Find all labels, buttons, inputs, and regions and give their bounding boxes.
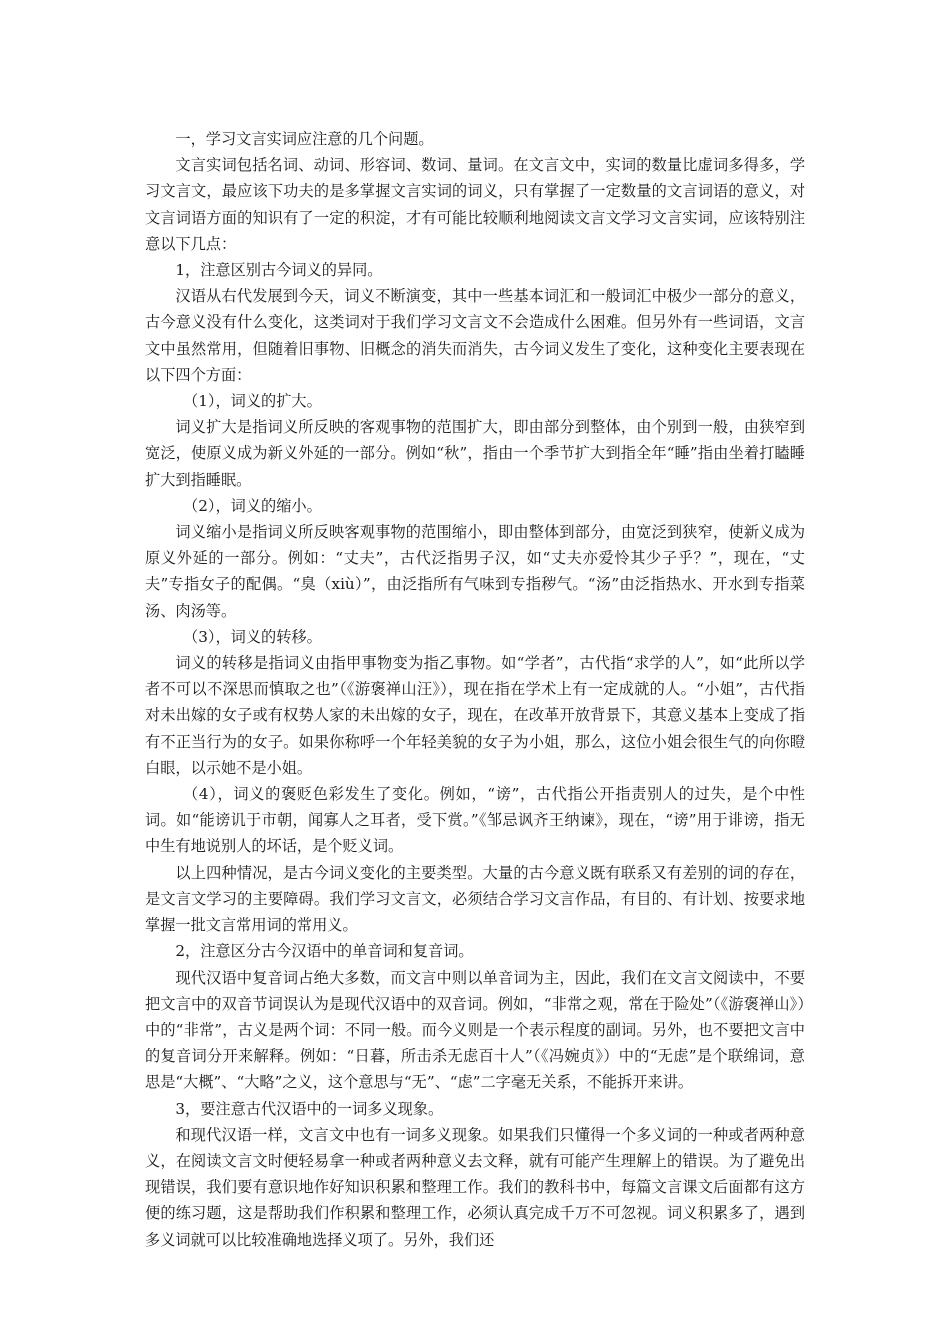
sub-heading-paragraph: （4），词义的褒贬色彩发生了变化。例如，“谤”，古代指公开指责别人的过失，是个中性词。如“能谤讥于市朝，闻寡人之耳者，受下赏。”《邹忌讽齐王纳谏》，现在，“谤”用于诽谤，指无中生有地说别人的坏话，是个贬义词。 (145, 785, 805, 856)
subsection-heading: 3，要注意古代汉语中的一词多义现象。 (175, 1099, 444, 1118)
body-paragraph: 词义的转移是指词义由指甲事物变为指乙事物。如“学者”，古代指“求学的人”，如“此所以学者不可以不深思而慎取之也”（《游褒禅山汪》），现在指在学术上有一定成就的人。“小姐”，古代指对未出嫁的女子或有权势人家的未出嫁的女子，现在，在改革开放背景下，其意义基本上变成了指有不正当行为的女子。如果你称呼一个年轻美貌的女子为小姐，那么，这位小姐会很生气的向你瞪白眼，以示她不是小姐。 (145, 654, 805, 777)
body-paragraph: 和现代汉语一样，文言文中也有一词多义现象。如果我们只懂得一个多义词的一种或者两种意义，在阅读文言文时便轻易拿一种或者两种意义去文释，就有可能产生理解上的错误。为了避免出现错误，我们要有意识地作好知识积累和整理工作。我们的教科书中，每篇文言课文后面都有这方便的练习题，这是帮助我们作积累和整理工作，必须认真完成千万不可忽视。词义积累多了，遇到多义词就可以比较准确地选择义项了。另外，我们还 (145, 1125, 805, 1249)
sub-heading: （2），词义的缩小。 (183, 496, 322, 515)
subsection-heading: 1，注意区别古今词义的异同。 (175, 261, 383, 280)
sub-heading: （3），词义的转移。 (183, 627, 322, 646)
body-paragraph: 现代汉语中复音词占绝大多数，而文言中则以单音词为主，因此，我们在文言文阅读中，不要把文言中的双音节词误认为是现代汉语中的双音词。例如，“非常之观，常在于险处”（《游褒禅山》）中的“非常”，古义是两个词：不同一般。而今义则是一个表示程度的副词。另外，也不要把文言中的复音词分开来解释。例如：“日暮，所击杀无虑百十人”（《冯婉贞》）中的“无虑”是个联绵词，意思是“大概”、“大略”之义，这个意思与“无”、“虑”二字毫无关系，不能拆开来讲。 (145, 968, 805, 1092)
sub-heading: （1），词义的扩大。 (183, 392, 322, 411)
body-paragraph: 文言实词包括名词、动词、形容词、数词、量词。在文言文中，实词的数量比虚词多得多，学习文言文，最应该下功夫的是多掌握文言实词的词义，只有掌握了一定数量的文言词语的意义，对文言词语方面的知识有了一定的积淀，才有可能比较顺利地阅读文言文学习文言实词，应该特别注意以下几点： (145, 156, 805, 253)
document-body (145, 126, 805, 1253)
body-paragraph: 词义扩大是指词义所反映的客观事物的范围扩大，即由部分到整体，由个别到一般，由狭窄到宽泛，使原义成为新义外延的一部分。例如“秋”，指由一个季节扩大到指全年“睡”指由坐着打瞌睡扩大到指睡眠。 (145, 418, 805, 489)
body-paragraph: 汉语从右代发展到今天，词义不断演变，其中一些基本词汇和一般词汇中极少一部分的意义，古今意义没有什么变化，这类词对于我们学习文言文不会造成什么困难。但另外有一些词语，文言文中虽然常用，但随着旧事物、旧概念的消失而消失，古今词义发生了变化，这种变化主要表现在以下四个方面： (145, 287, 805, 384)
body-paragraph: 以上四种情况，是古今词义变化的主要类型。大量的古今意义既有联系又有差别的词的存在，是文言文学习的主要障碍。我们学习文言文，必须结合学习文言作品，有目的、有计划、按要求地掌握一批文言常用词的常用义。 (145, 863, 805, 935)
body-paragraph: 词义缩小是指词义所反映客观事物的范围缩小，即由整体到部分，由宽泛到狭窄，使新义成为原义外延的一部分。例如：“丈夫”，古代泛指男子汉，如“丈夫亦爱怜其少子乎？”，现在，“丈夫”专指女子的配偶。“臭（xiù）”，由泛指所有气味到专指秽气。“汤”由泛指热水、开水到专指菜汤、肉汤等。 (145, 523, 805, 620)
section-heading: 一，学习文言实词应注意的几个问题。 (175, 130, 434, 148)
subsection-heading: 2，注意区分古今汉语中的单音词和复音词。 (175, 942, 474, 961)
